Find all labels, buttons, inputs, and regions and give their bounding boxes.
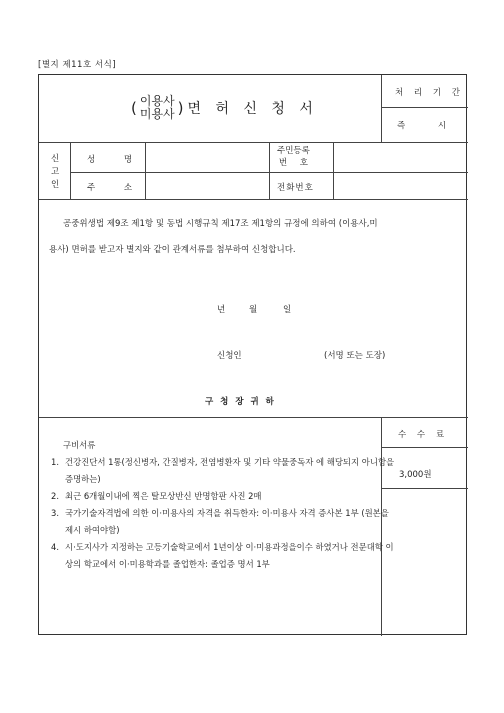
date-year-label: 년 (217, 305, 226, 315)
form-number-label: [별지 제11호 서식] (38, 60, 117, 70)
application-statement (49, 211, 459, 263)
resident-number-label (277, 145, 310, 169)
required-documents-title: 구비서류 (63, 440, 96, 450)
address-label: 주 소 (87, 183, 133, 193)
document-item (51, 454, 396, 488)
applicant-label-char: 인 (51, 180, 60, 190)
document-item (51, 488, 396, 505)
document-item (51, 505, 396, 539)
document-item-text: 국가기술자격법에 의한 이·미용사의 자격을 취득한자: 이·미용사 자격 증사본 1부 (원본을 제시 하여야함) (65, 508, 389, 535)
required-documents (51, 437, 396, 573)
signature-note: (서명 또는 도장) (324, 351, 386, 361)
document-item-text: 건강진단서 1통(정신병자, 간질병자, 전염병환자 및 기타 약물중독자 에 해당되지 아니함을 증명하는) (65, 457, 395, 484)
document-item (51, 539, 396, 573)
applicant-signature-label: 신청인 (217, 351, 242, 361)
title-profession-barber: 이용사 (139, 94, 175, 108)
document-item-text: 시·도지사가 지정하는 고등기술학교에서 1년이상 이·미용과정을이수 하였거나 전문대학 이상의 학교에서 이·미용학과를 졸업한자: 졸업증 명서 1부 (65, 542, 394, 569)
resident-number-label-line2: 번 호 (278, 158, 308, 168)
date-month-label: 월 (249, 305, 258, 315)
document-item-number: 2. (51, 491, 59, 501)
date-day-label: 일 (283, 305, 292, 315)
document-item-number: 4. (51, 542, 59, 552)
processing-period-label: 처 리 기 간 (395, 88, 464, 98)
form-title (131, 95, 318, 121)
application-form (38, 74, 467, 635)
title-profession-beautician: 미용사 (139, 107, 175, 121)
document-item-text: 최근 6개월이내에 찍은 탈모상반신 반명함판 사진 2매 (65, 491, 262, 501)
applicant-section-label (51, 153, 59, 192)
title-paren-open: ( (131, 99, 137, 117)
applicant-label-char: 신 (51, 154, 60, 164)
addressee: 구 청 장 귀 하 (205, 397, 274, 407)
fee-label: 수 수 료 (398, 430, 449, 440)
applicant-label-char: 고 (51, 167, 60, 177)
title-main-text: 면 허 신 청 서 (187, 101, 318, 117)
processing-period-value: 즉 시 (397, 121, 447, 131)
title-paren-close: ) (177, 99, 184, 117)
statement-line-2: 용사) 면허를 받고자 별지와 같이 관계서류를 첨부하여 신청합니다. (49, 245, 296, 255)
document-item-number: 1. (51, 457, 59, 467)
document-item-number: 3. (51, 508, 59, 518)
fee-value: 3,000원 (399, 470, 432, 480)
title-profession-stack (140, 95, 175, 121)
resident-number-label-line1: 주민등록 (277, 146, 310, 156)
statement-line-1: 공중위생법 제9조 제1항 및 동법 시행규칙 제17조 제1항의 규정에 의하여 (이용사,미 (63, 219, 378, 229)
name-label: 성 명 (87, 155, 133, 165)
phone-label: 전화번호 (277, 183, 314, 193)
